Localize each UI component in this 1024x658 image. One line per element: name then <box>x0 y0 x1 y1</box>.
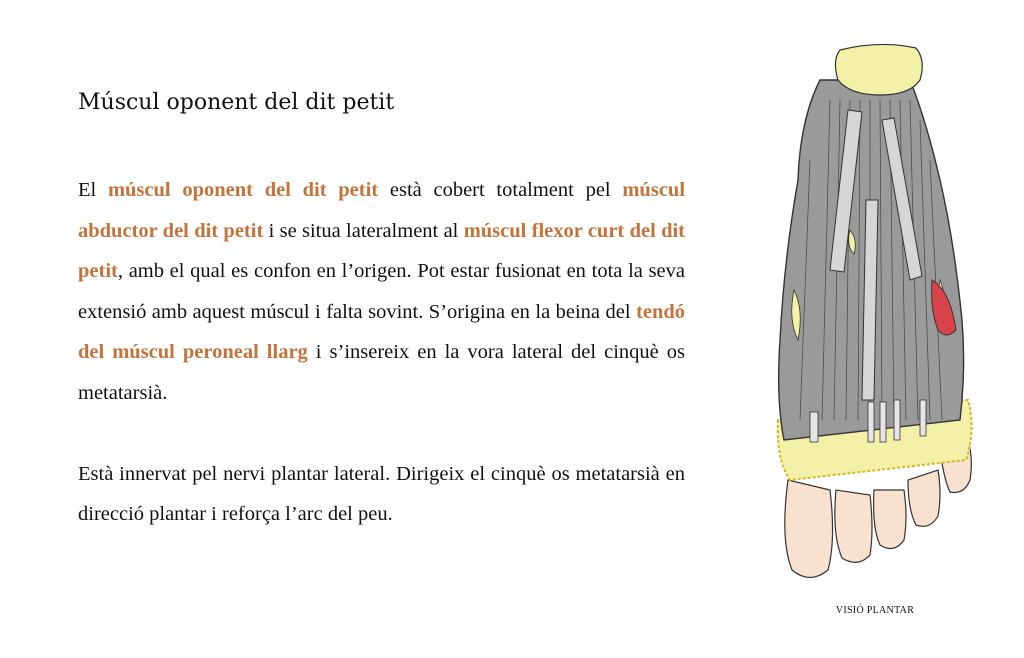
text-fragment: , amb el qual es confon en l’origen. Pot estar fusionat en tota la seva extensió amb aquest múscul i falta sovint. S’origina en la beina del <box>78 260 685 323</box>
heel-bone <box>835 44 922 95</box>
link-musculo-abductor[interactable]: múscul abductor del dit petit <box>78 179 686 242</box>
link-musculo-oponente[interactable]: múscul oponent del dit petit <box>107 179 379 201</box>
toe-pad-4 <box>908 470 940 526</box>
link-tendo-peroneal[interactable]: tendó del múscul peroneal llarg <box>78 300 685 364</box>
description <box>78 170 685 575</box>
paragraph-1 <box>78 170 685 414</box>
toe-pad-2 <box>835 490 872 562</box>
toe-pad-3 <box>874 490 906 549</box>
link-musculo-flexor[interactable]: múscul flexor curt del dit petit <box>78 219 686 283</box>
figure-caption: VISIÓ PLANTAR <box>835 605 915 616</box>
text-fragment: El <box>78 179 108 201</box>
foot-plantar-drawing <box>770 40 980 600</box>
paragraph-2: Està innervat pel nervi plantar lateral. Dirigeix el cinquè os metatarsià en direcció plantar i reforça l’arc del peu. <box>78 462 685 526</box>
page-title: Múscul oponent del dit petit <box>78 90 395 115</box>
text-fragment: i s’insereix en la vora lateral del cinquè os metatarsià. <box>78 341 685 404</box>
text-fragment: està cobert totalment pel <box>378 179 623 201</box>
toe-pad-1 <box>785 480 833 578</box>
text-fragment: i se situa lateralment al <box>263 219 464 242</box>
foot-illustration <box>770 40 980 600</box>
